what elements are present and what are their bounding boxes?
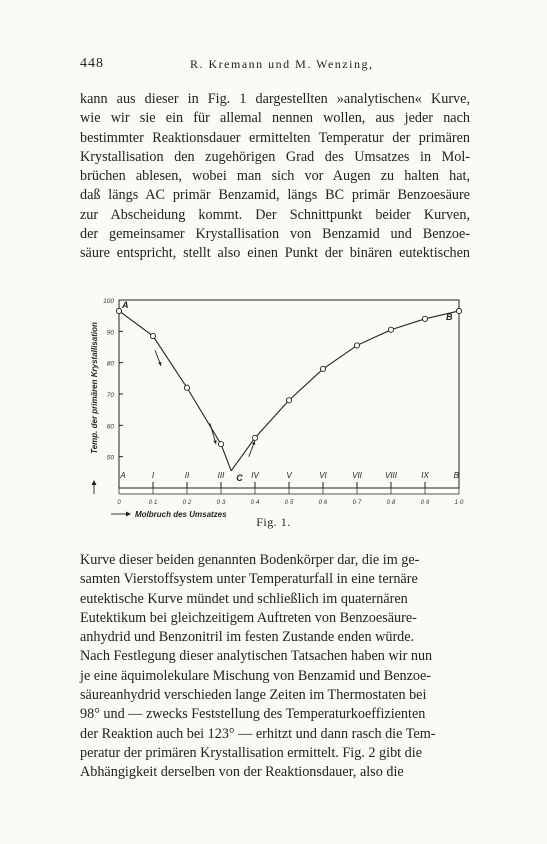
point-label-c: C	[236, 472, 243, 483]
x-tick-label: 0·8	[386, 500, 396, 506]
x-tick-label: 0·7	[352, 500, 362, 506]
text-line: eutektische Kurve mündet und schließlich im quaternären	[80, 590, 408, 607]
text-line: säureanhydrid verschieden lange Zeiten im Thermostaten bei	[80, 687, 427, 704]
x-roman-label: VI	[319, 471, 327, 480]
direction-arrow	[155, 350, 161, 366]
paragraph-bottom	[80, 551, 470, 783]
data-point	[320, 366, 325, 371]
data-point	[184, 385, 189, 390]
text-line: brüchen ablesen, wobei man sich vor Augen zu halten hat,	[80, 168, 470, 185]
page-number: 448	[80, 56, 104, 71]
x-roman-label: A	[120, 471, 126, 480]
x-axis-label: Molbruch des Umsatzes	[135, 510, 227, 519]
chart-labels	[90, 300, 453, 519]
text-line: zur Abscheidung kommt. Der Schnittpunkt beider Kurven,	[80, 206, 470, 223]
x-roman-label: I	[151, 471, 155, 480]
text-line: der gemeinsamer Krystallisation von Benzamid und Benzoe-	[80, 226, 470, 243]
x-roman-label: VIII	[384, 471, 398, 480]
curve-branch	[231, 311, 459, 471]
y-axis-label: Temp. der primären Krystallisation	[90, 322, 99, 454]
text-line: Eutektikum bei gleichzeitigem Auftreten von Benzoesäure-	[80, 609, 417, 626]
y-tick-label: 100	[103, 298, 114, 305]
data-point	[456, 308, 461, 313]
x-tick-label: 0·5	[284, 500, 294, 506]
y-tick-label: 60	[106, 423, 114, 431]
y-tick-label: 70	[106, 392, 114, 399]
plot-frame	[119, 300, 459, 488]
curve-branch	[119, 311, 231, 471]
figure-caption: Fig. 1.	[256, 515, 291, 529]
x-roman-label: III	[217, 471, 225, 480]
text-line: säure entspricht, stellt also einen Punkt der binären eutektischen	[80, 245, 470, 262]
chart-axes	[119, 300, 459, 494]
text-line: wie wir sie ein für allemal nennen wollen, aus jeder nach	[80, 110, 470, 127]
x-tick-label: 0·6	[318, 500, 328, 506]
x-tick-label: 0·1	[148, 500, 158, 506]
y-tick-label: 50	[106, 454, 114, 462]
point-label-b: B	[446, 311, 453, 322]
text-line: daß längs AC primär Benzamid, längs BC primär Benzoesäure	[80, 187, 470, 204]
data-point	[422, 316, 427, 321]
y-tick-label: 80	[106, 360, 114, 368]
running-head: R. Kremann und M. Wenzing,	[190, 57, 374, 71]
direction-arrow	[210, 423, 217, 444]
y-label-arrow-head	[92, 480, 97, 485]
x-roman-label: II	[184, 471, 190, 480]
x-tick-label: 0·2	[182, 500, 192, 506]
data-point	[218, 442, 223, 447]
text-line: samten Vierstoffsystem unter Temperaturfall in eine ternäre	[80, 571, 418, 588]
x-roman-label: V	[286, 471, 292, 480]
x-roman-label: IX	[421, 471, 429, 480]
text-line: Abhängigkeit derselben von der Reaktionsdauer, also die	[80, 764, 404, 781]
text-line: peratur der primären Krystallisation ermittelt. Fig. 2 gibt die	[80, 744, 422, 761]
chart-points	[116, 308, 461, 446]
x-roman-label: VII	[352, 471, 362, 480]
x-tick-label: 0·4	[250, 500, 260, 506]
text-line: der Reaktion auch bei 123° — erhitzt und dann rasch die Tem-	[80, 725, 436, 742]
x-roman-label: B	[453, 471, 459, 480]
text-line: kann aus dieser in Fig. 1 dargestellten »analytischen« Kurve,	[80, 91, 470, 107]
chart-curves	[119, 311, 459, 471]
data-point	[354, 343, 359, 348]
text-line: anhydrid und Benzonitril im festen Zustande enden würde.	[80, 629, 415, 646]
data-point	[116, 308, 121, 313]
figure-1	[86, 280, 476, 530]
chart-ticks	[103, 298, 464, 506]
data-point	[388, 327, 393, 332]
data-point	[150, 333, 155, 338]
x-tick-label: 1·0	[454, 500, 464, 506]
paragraph-top	[80, 90, 470, 264]
text-line: Krystallisation den zugehörigen Grad des Umsatzes in Mol-	[80, 148, 470, 165]
text-line: je eine äquimolekulare Mischung von Benzamid und Benzoe-	[80, 667, 432, 684]
data-point	[286, 398, 291, 403]
text-line: bestimmter Reaktionsdauer ermittelten Temperatur der primären	[80, 129, 470, 146]
text-line: Kurve dieser beiden genannten Bodenkörper dar, die im ge-	[80, 552, 420, 568]
x-tick-label: 0·3	[216, 500, 226, 506]
direction-arrow	[249, 441, 255, 457]
data-point	[252, 435, 257, 440]
x-roman-label: IV	[251, 471, 259, 480]
x-tick-label: 0·9	[420, 500, 430, 506]
x-tick-label: 0	[117, 500, 121, 506]
analytical-curve-chart	[86, 280, 476, 530]
point-label-a: A	[122, 299, 129, 310]
text-line: 98° und — zwecks Feststellung des Temperaturkoeffizienten	[80, 706, 426, 723]
text-line: Nach Festlegung dieser analytischen Tatsachen haben wir nun	[80, 648, 433, 665]
y-tick-label: 90	[106, 329, 114, 337]
